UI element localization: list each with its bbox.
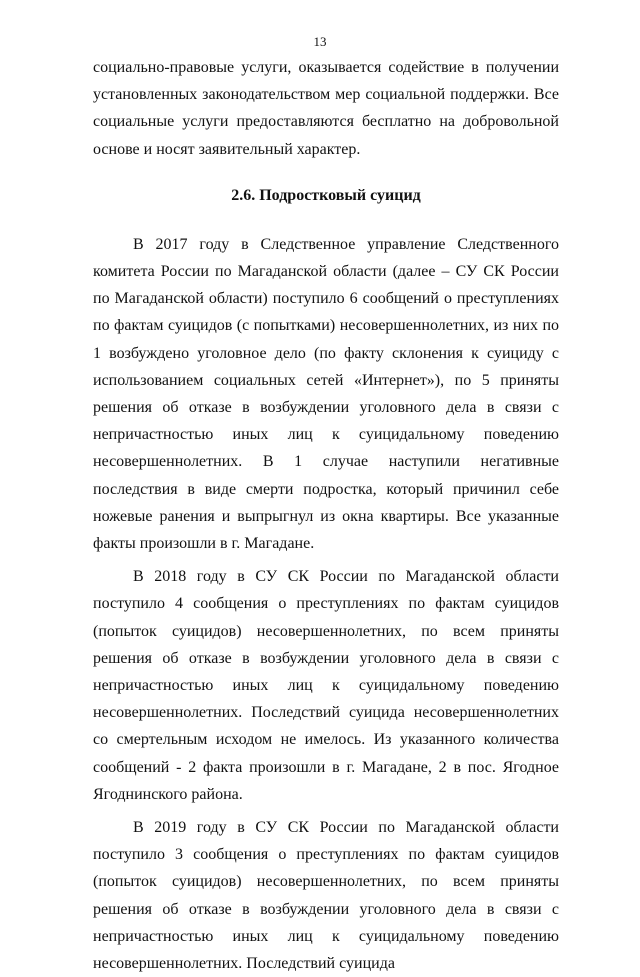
paragraph-2019: В 2019 году в СУ СК России по Магаданской области поступило 3 сообщения о преступлениях по фактам суицидов (попыток суицидов) несовершеннолетних, по всем приняты решения об отказе в возбуждении уголовного дела в связи с непричастностью иных лиц к суицидальному поведению несовершеннолетних. Последствий суицида: [93, 819, 559, 973]
intro-paragraph: социально-правовые услуги, оказывается содействие в получении установленных законодательством мер социальной поддержки. Все социальные услуги предоставляются бесплатно на добровольной основе и носят заявительный характер.: [93, 59, 559, 158]
paragraph-2018: В 2018 году в СУ СК России по Магаданской области поступило 4 сообщения о преступлениях по фактам суицидов (попыток суицидов) несовершеннолетних, по всем приняты решения об отказе в возбуждении уголовного дела в связи с непричастностью иных лиц к суицидальному поведению несовершеннолетних. Последствий суицида несовершеннолетних со смертельным исходом не имелось. Из указанного количества сообщений - 2 факта произошли в г. Магадане, 2 в пос. Ягодное Ягоднинского района.: [93, 568, 559, 803]
document-body: [93, 54, 559, 977]
section-title: 2.6. Подростковый суицид: [231, 186, 421, 204]
page-number: 13: [313, 34, 327, 49]
paragraph-2017: В 2017 году в Следственное управление Следственного комитета России по Магаданской области (далее – СУ СК России по Магаданской области) поступило 6 сообщений о преступлениях по фактам суицидов (с попытками) несовершеннолетних, из них по 1 возбуждено уголовное дело (по факту склонения к суициду с использованием социальных сетей «Интернет»), по 5 приняты решения об отказе в возбуждении уголовного дела в связи с непричастностью иных лиц к суицидальному поведению несовершеннолетних. В 1 случае наступили негативные последствия в виде смерти подростка, который причинил себе ножевые ранения и выпрыгнул из окна квартиры. Все указанные факты произошли в г. Магадане.: [93, 235, 559, 553]
